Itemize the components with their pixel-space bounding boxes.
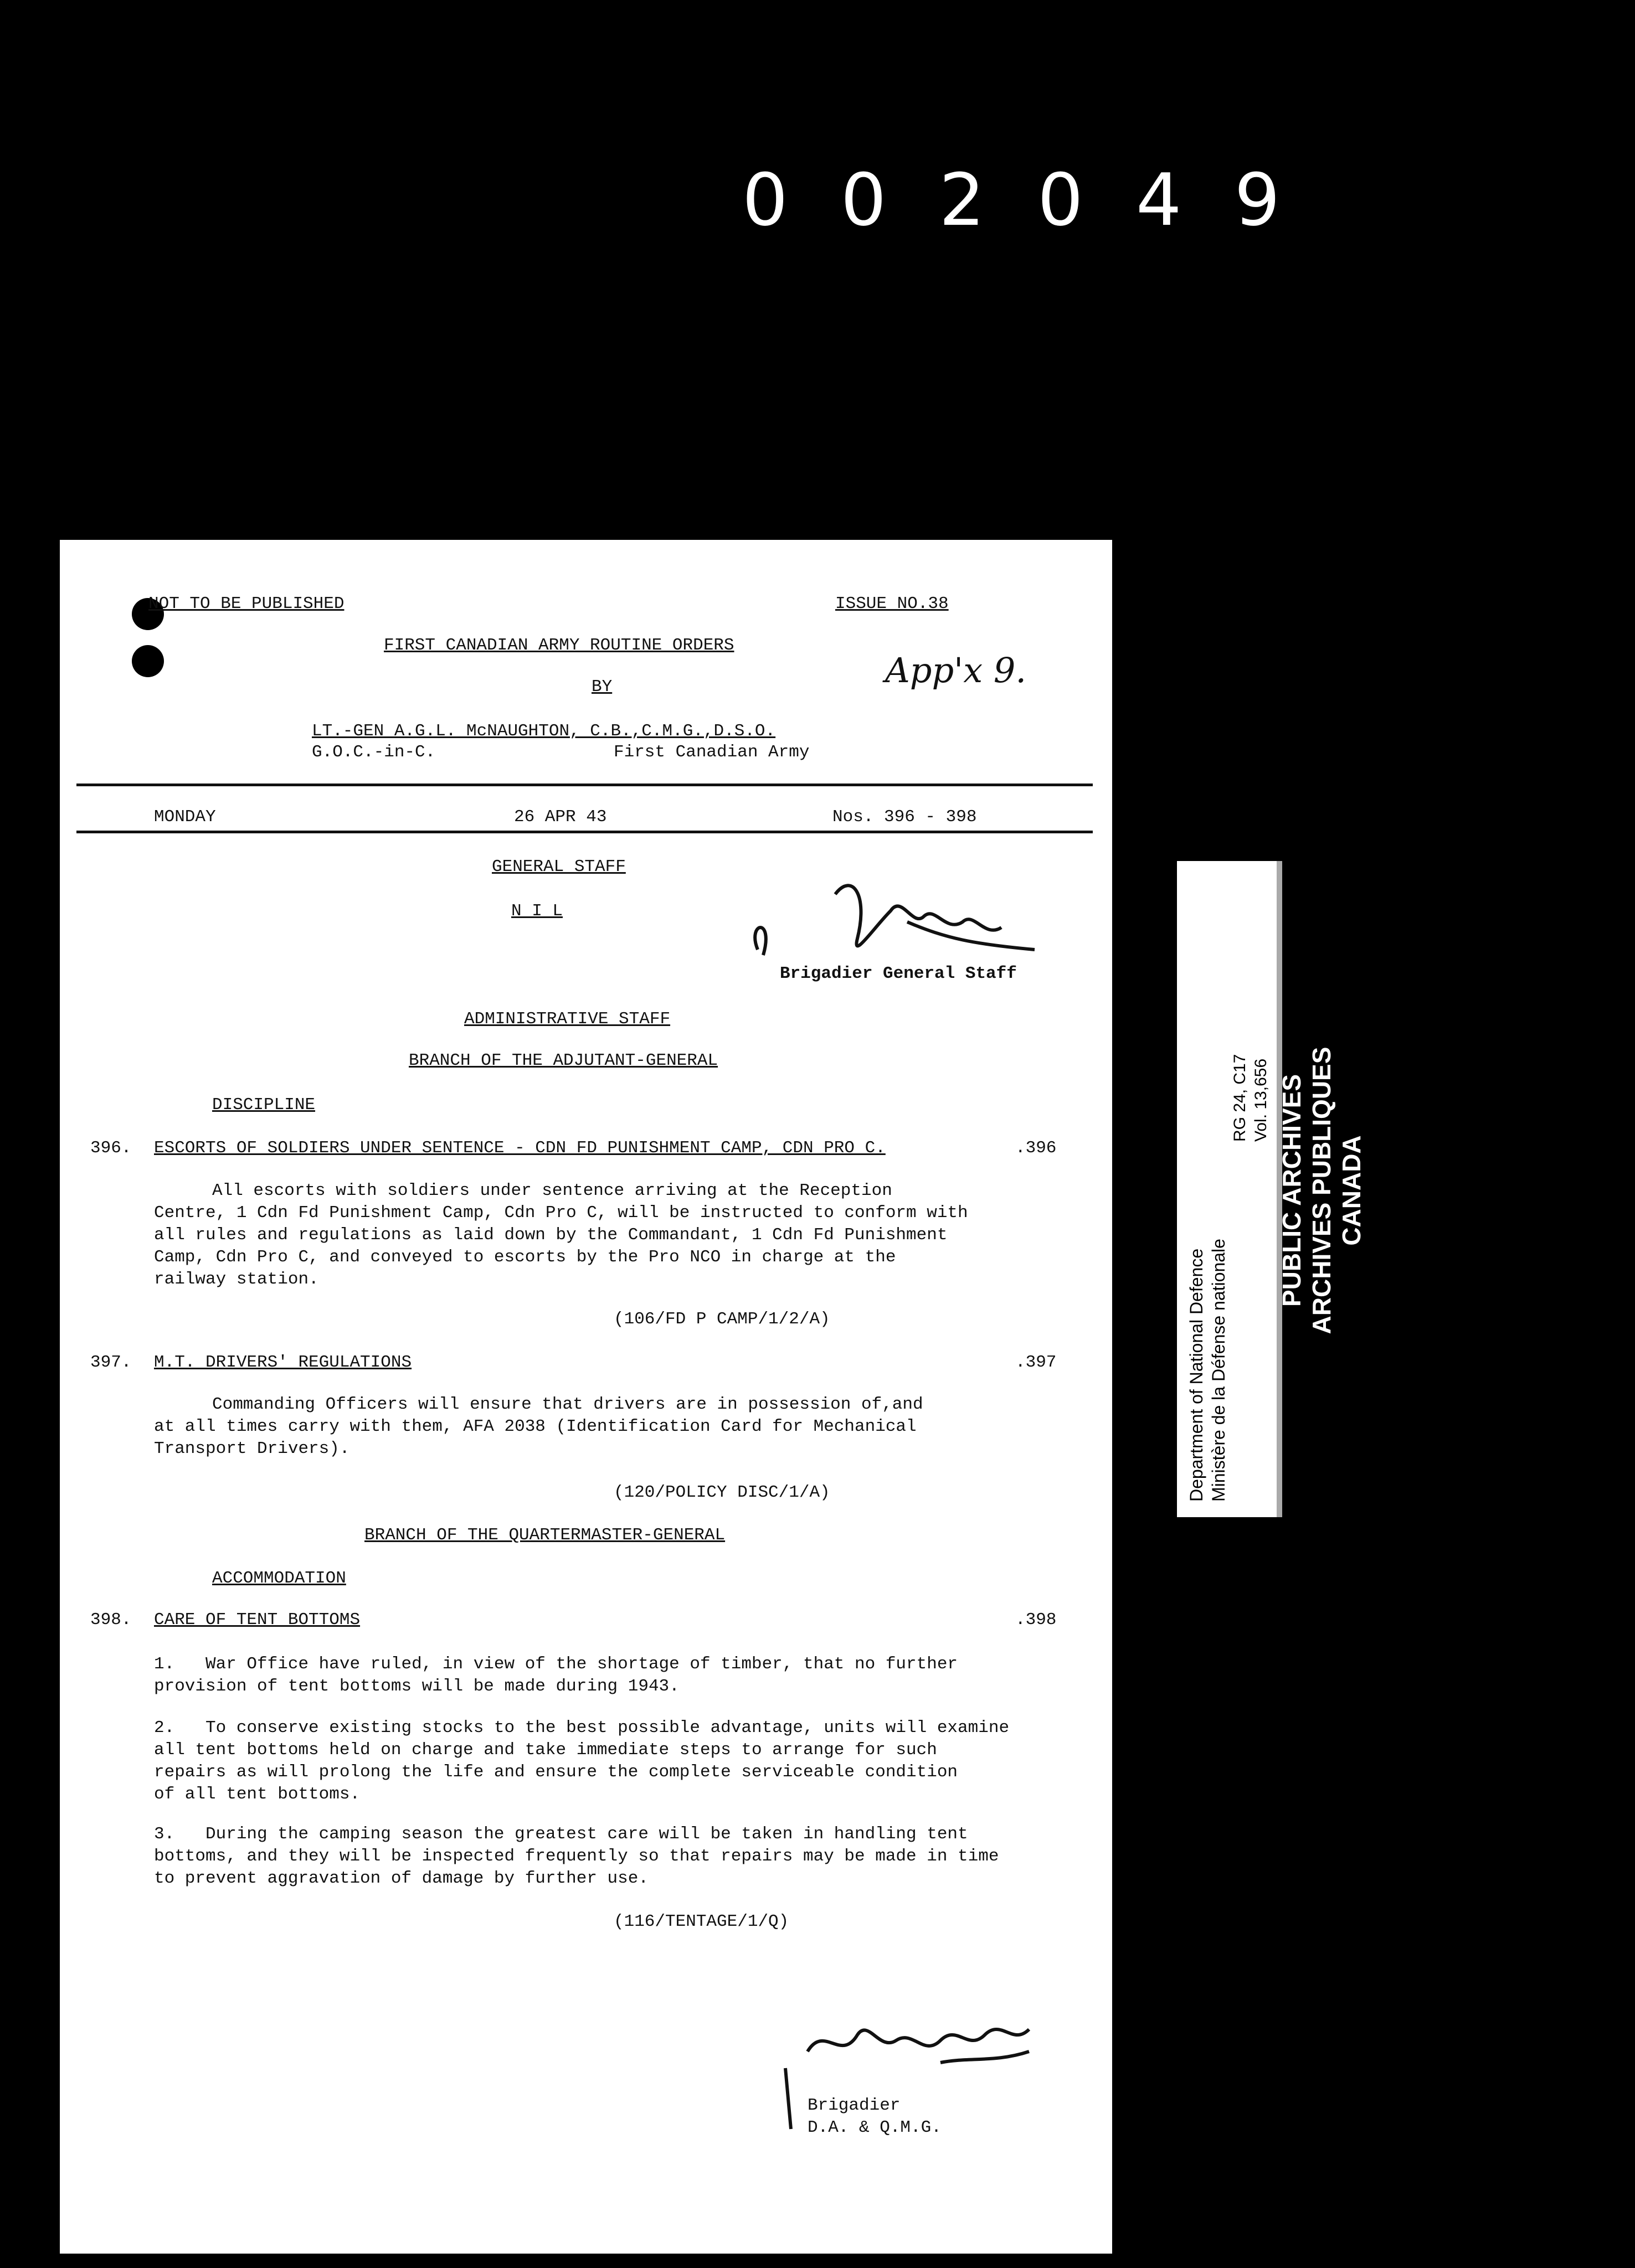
branch-heading-ag: BRANCH OF THE ADJUTANT-GENERAL: [409, 1051, 718, 1070]
commander-role: G.O.C.-in-C.: [312, 743, 436, 762]
order-text-line: 1. War Office have ruled, in view of the shortage of timber, that no further: [154, 1654, 958, 1674]
section-heading-admin: ADMINISTRATIVE STAFF: [464, 1009, 671, 1029]
signature-title-general-staff: Brigadier General Staff: [780, 964, 1017, 983]
order-text-line: Commanding Officers will ensure that drivers are in possession of,and: [212, 1395, 923, 1414]
restriction-notice: NOT TO BE PUBLISHED: [148, 594, 345, 614]
divider: [76, 831, 1093, 833]
archives-line-3: CANADA: [1337, 1135, 1366, 1246]
order-text-line: Transport Drivers).: [154, 1439, 350, 1458]
date-value: 26 APR 43: [514, 807, 607, 827]
general-staff-content: N I L: [511, 901, 563, 921]
order-text-line: at all times carry with them, AFA 2038 (Identification Card for Mechanical: [154, 1417, 917, 1436]
order-reference: (116/TENTAGE/1/Q): [614, 1912, 789, 1931]
section-heading-general-staff: GENERAL STAFF: [492, 857, 626, 877]
document-title: FIRST CANADIAN ARMY ROUTINE ORDERS: [384, 636, 734, 655]
issue-number: ISSUE NO.38: [835, 594, 949, 614]
archives-line-1: PUBLIC ARCHIVES: [1277, 1074, 1306, 1307]
order-text-line: bottoms, and they will be inspected frequently so that repairs may be made in time: [154, 1847, 999, 1866]
label-volume: Vol. 13,656: [1252, 1058, 1270, 1142]
punch-hole: [132, 645, 164, 677]
label-record-group: RG 24, C17: [1231, 1054, 1249, 1142]
order-text-line: Camp, Cdn Pro C, and conveyed to escorts by the Pro NCO in charge at the: [154, 1248, 896, 1267]
order-title: ESCORTS OF SOLDIERS UNDER SENTENCE - CDN FD PUNISHMENT CAMP, CDN PRO C.: [154, 1138, 886, 1158]
archives-stamp: [1277, 1047, 1412, 1334]
order-text-line: 2. To conserve existing stocks to the best possible advantage, units will examine: [154, 1718, 1010, 1738]
order-number: 397.: [90, 1353, 132, 1372]
order-number-right: .398: [1015, 1610, 1057, 1630]
army-name: First Canadian Army: [614, 743, 810, 762]
order-title: M.T. DRIVERS' REGULATIONS: [154, 1353, 412, 1372]
order-text-line: provision of tent bottoms will be made during 1943.: [154, 1677, 680, 1696]
label-department-fr: Ministère de la Défense nationale: [1209, 1239, 1228, 1502]
date-day: MONDAY: [154, 807, 216, 827]
document-page: [60, 540, 1112, 2254]
order-title: CARE OF TENT BOTTOMS: [154, 1610, 361, 1630]
order-text-line: Centre, 1 Cdn Fd Punishment Camp, Cdn Pro C, will be instructed to conform with: [154, 1203, 968, 1223]
divider: [76, 784, 1093, 786]
order-text-line: 3. During the camping season the greatest care will be taken in handling tent: [154, 1824, 968, 1844]
order-number-right: .396: [1015, 1138, 1057, 1158]
order-text-line: to prevent aggravation of damage by further use.: [154, 1869, 649, 1888]
order-text-line: railway station.: [154, 1270, 319, 1289]
by-line: BY: [592, 677, 613, 697]
order-number: 398.: [90, 1610, 132, 1630]
handwritten-annotation: App'x 9.: [885, 650, 1027, 690]
order-numbers: Nos. 396 - 398: [832, 807, 977, 827]
frame-number: 002049: [742, 158, 1333, 242]
order-number: 396.: [90, 1138, 132, 1158]
signature-general-staff: [724, 861, 1084, 972]
subheading-accommodation: ACCOMMODATION: [212, 1569, 346, 1588]
label-department-en: Department of National Defence: [1186, 1248, 1206, 1502]
signature-title-qmg: Brigadier: [808, 2096, 901, 2115]
order-text-line: repairs as will prolong the life and ensure the complete serviceable condition: [154, 1762, 958, 1782]
order-reference: (120/POLICY DISC/1/A): [614, 1483, 830, 1502]
order-reference: (106/FD P CAMP/1/2/A): [614, 1310, 830, 1329]
commander-name: LT.-GEN A.G.L. McNAUGHTON, C.B.,C.M.G.,D.S.O.: [312, 721, 776, 741]
signature-role-qmg: D.A. & Q.M.G.: [808, 2118, 942, 2137]
order-text-line: All escorts with soldiers under sentence arriving at the Reception: [212, 1181, 892, 1200]
order-text-line: of all tent bottoms.: [154, 1785, 361, 1804]
branch-heading-qmg: BRANCH OF THE QUARTERMASTER-GENERAL: [364, 1525, 726, 1545]
order-text-line: all tent bottoms held on charge and take immediate steps to arrange for such: [154, 1740, 937, 1760]
archives-line-2: ARCHIVES PUBLIQUES: [1307, 1047, 1336, 1334]
order-number-right: .397: [1015, 1353, 1057, 1372]
archive-label: [1177, 861, 1282, 1517]
subheading-discipline: DISCIPLINE: [212, 1095, 316, 1115]
order-text-line: all rules and regulations as laid down by the Commandant, 1 Cdn Fd Punishment: [154, 1225, 948, 1245]
